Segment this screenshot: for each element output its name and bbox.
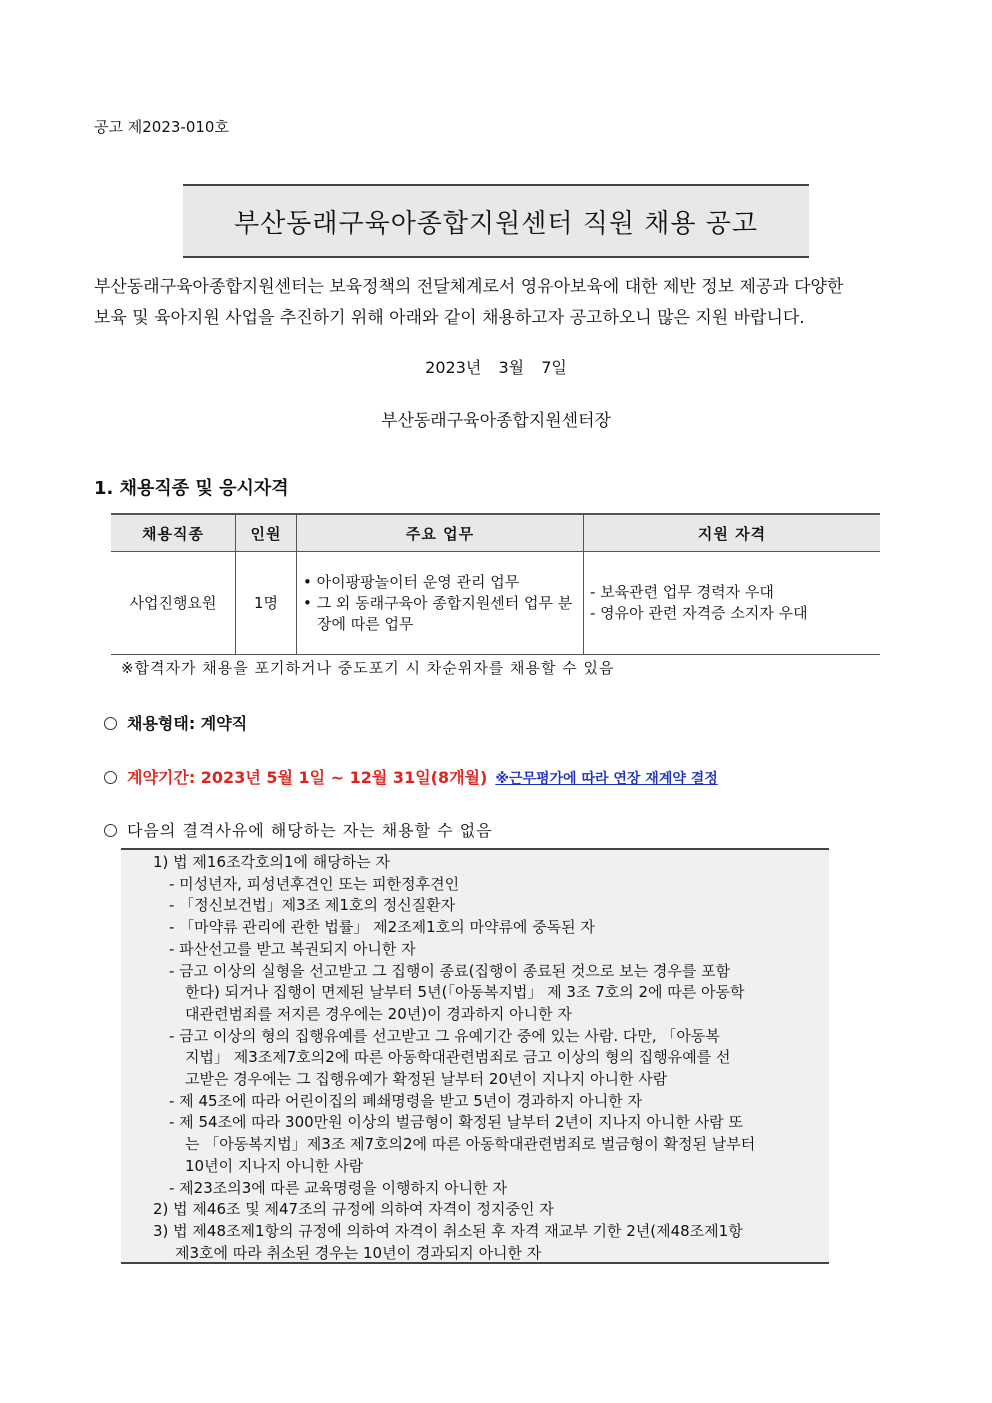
list-item: - 미성년자, 피성년후견인 또는 피한정후견인	[169, 874, 460, 893]
circle-bullet-icon	[104, 771, 117, 784]
list-item-continued: 한다) 되거나 집행이 면제된 날부터 5년(「아동복지법」 제 3조 7호의 2에 따른 아동학	[185, 983, 745, 1002]
list-item: - 제 54조에 따라 300만원 이상의 벌금형이 확정된 날부터 2년이 지나지 아니한 사람 또	[169, 1113, 743, 1132]
duty-item: • 아이팡팡놀이터 운영 관리 업무	[303, 572, 520, 591]
contract-period	[104, 765, 718, 788]
list-item: - 파산선고를 받고 복권되지 아니한 자	[169, 939, 416, 958]
issuer-name: 부산동래구육아종합지원센터장	[381, 411, 611, 431]
table-row	[111, 552, 880, 655]
list-item-continued: 제3호에 따라 취소된 경우는 10년이 경과되지 아니한 자	[175, 1243, 542, 1262]
contract-renewal-note: ※근무평가에 따라 연장 재계약 결정	[495, 771, 718, 787]
list-item: 1) 법 제16조각호의1에 해당하는 자	[153, 853, 390, 871]
duties-cell	[297, 552, 584, 655]
intro-paragraph	[94, 272, 904, 334]
notice-number: 공고 제2023-010호	[94, 118, 229, 136]
list-item-continued: 고받은 경우에는 그 집행유예가 확정된 날부터 20년이 지나지 아니한 사람	[185, 1070, 668, 1089]
qualifications-cell	[584, 552, 881, 655]
table-header: 주요 업무	[297, 514, 584, 552]
position-cell: 사업진행요원	[111, 552, 236, 655]
disqualification-box	[121, 848, 829, 1264]
notice-date	[0, 355, 992, 378]
list-item-continued: 는 「아동복지법」제3조 제7호의2에 따른 아동학대관련범죄로 벌금형이 확정된 날부터	[185, 1135, 756, 1154]
table-header-row	[111, 514, 880, 552]
list-item: 3) 법 제48조제1항의 규정에 의하여 자격이 취소된 후 자격 재교부 기한 2년(제48조제1항	[153, 1221, 743, 1240]
date-month: 3월	[498, 358, 525, 377]
list-item: - 「정신보건법」제3조 제1호의 정신질환자	[169, 896, 456, 915]
section-title: 1. 채용직종 및 응시자격	[94, 478, 289, 499]
circle-bullet-icon	[104, 717, 117, 730]
duty-item: • 그 외 동래구육아 종합지원센터 업무 분장에 따른 업무	[303, 593, 573, 633]
employment-type	[104, 711, 247, 734]
list-item-continued: 대관련범죄를 저지른 경우에는 20년)이 경과하지 아니한 자	[185, 1004, 572, 1023]
intro-line: 보육 및 육아지원 사업을 추진하기 위해 아래와 같이 채용하고자 공고하오니 많은 지원 바랍니다.	[94, 308, 805, 328]
list-item: - 제23조의3에 따른 교육명령을 이행하지 아니한 자	[169, 1178, 507, 1197]
table-header: 지원 자격	[584, 514, 881, 552]
table-note: ※합격자가 채용을 포기하거나 중도포기 시 차순위자를 채용할 수 있음	[121, 659, 615, 677]
list-item-continued: 10년이 지나지 아니한 사람	[185, 1156, 364, 1175]
qualification-item: - 영유아 관련 자격증 소지자 우대	[590, 604, 808, 622]
list-item: 2) 법 제46조 및 제47조의 규정에 의하여 자격이 정지중인 자	[153, 1200, 554, 1219]
list-item-continued: 지법」 제3조제7호의2에 따른 아동학대관련범죄로 금고 이상의 형의 집행유예를 선	[185, 1048, 731, 1067]
date-day: 7일	[541, 358, 567, 377]
disqualification-heading	[104, 818, 493, 841]
table-header: 채용직종	[111, 514, 236, 552]
recruitment-table	[111, 513, 880, 655]
list-item: - 금고 이상의 실형을 선고받고 그 집행이 종료(집행이 종료된 것으로 보는 경우를 포함	[169, 961, 731, 980]
circle-bullet-icon	[104, 824, 117, 837]
list-item: - 「마약류 관리에 관한 법률」 제2조제1호의 마약류에 중독된 자	[169, 918, 595, 937]
disqualification-heading-text: 다음의 결격사유에 해당하는 자는 채용할 수 없음	[127, 821, 493, 840]
page-title: 부산동래구육아종합지원센터 직원 채용 공고	[183, 184, 809, 258]
contract-period-text: 계약기간: 2023년 5월 1일 ~ 12월 31일(8개월)	[127, 768, 488, 787]
count-cell: 1명	[236, 552, 297, 655]
qualification-item: - 보육관련 업무 경력자 우대	[590, 583, 774, 601]
employment-type-text: 채용형태: 계약직	[127, 714, 248, 733]
table-header: 인원	[236, 514, 297, 552]
intro-line: 부산동래구육아종합지원센터는 보육정책의 전달체계로서 영유아보육에 대한 제반 정보 제공과 다양한	[94, 277, 844, 297]
list-item: - 금고 이상의 형의 집행유예를 선고받고 그 유예기간 중에 있는 사람. 다만, 「아동복	[169, 1026, 720, 1045]
list-item: - 제 45조에 따라 어린이집의 폐쇄명령을 받고 5년이 경과하지 아니한 자	[169, 1091, 642, 1110]
date-year: 2023년	[425, 358, 482, 377]
